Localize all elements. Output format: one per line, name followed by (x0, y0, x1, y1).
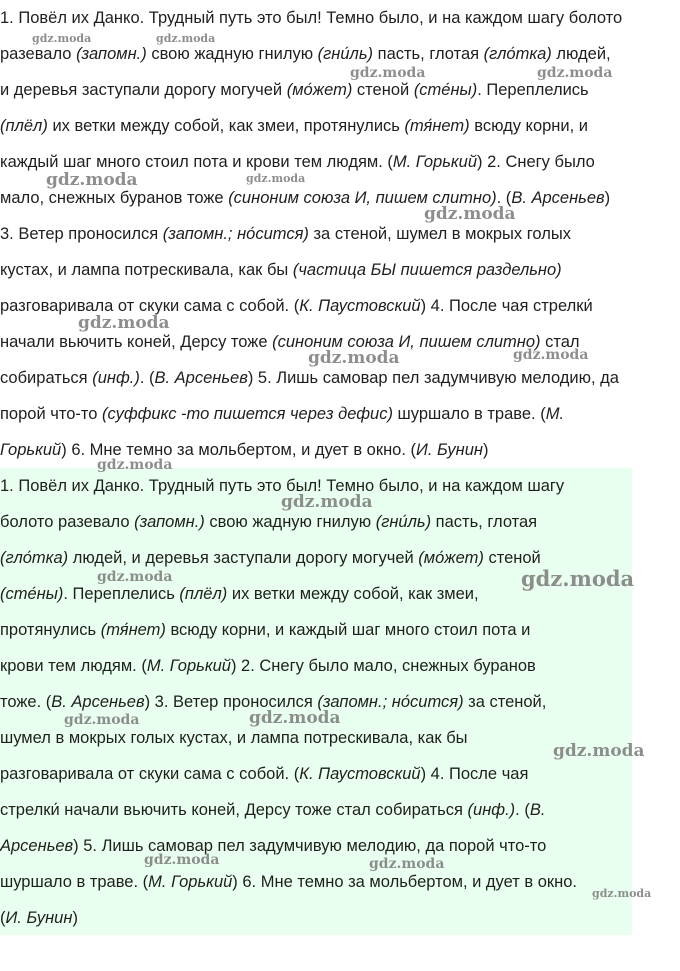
text-line (0, 656, 536, 676)
italic-note: (гни́ль) (375, 513, 432, 531)
text-line (0, 584, 479, 604)
italic-note: (гло́тка) (0, 549, 69, 567)
text-segment: разговаривала от скуки сама с собой. ( (0, 297, 300, 315)
text-segment: стеной (483, 549, 541, 567)
text-segment: кустах, и лампа потрескивала, как бы (0, 261, 293, 279)
italic-note: (плёл) (0, 117, 48, 135)
text-segment: тоже. ( (0, 693, 52, 711)
italic-note: (суффикс -то пишется через дефис) (102, 405, 393, 423)
text-line (0, 368, 619, 388)
italic-note: (запомн.; но́сится) (162, 225, 309, 243)
text-segment: каждый шаг много стоил пота и крови тем людям. ( (0, 153, 393, 171)
text-segment: ( (0, 909, 6, 927)
italic-note: (тя́нет) (100, 621, 166, 639)
italic-note: В. Арсеньев (51, 693, 145, 711)
watermark: gdz.moda (308, 348, 400, 368)
text-segment: шумел в мокрых голых кустах, и лампа потрескивала, как бы (0, 729, 468, 747)
text-line (0, 80, 589, 100)
text-segment: 1. Повёл их Данко. Трудный путь это был! Темно было, и на каждом шагу болото (0, 9, 623, 27)
text-segment: ) 3. Ветер проносился (144, 693, 318, 711)
text-segment: начали вьючить коней, Дерсу тоже (0, 333, 273, 351)
text-segment: ) 5. Лишь самовар пел задумчивую мелодию, да (247, 369, 619, 387)
text-segment: ) 4. После чая стрелки́ (420, 297, 593, 315)
italic-note: (мо́жет) (286, 81, 353, 99)
text-segment: . ( (515, 801, 530, 819)
italic-note: Арсеньев (0, 837, 74, 855)
italic-note: К. Паустовский (299, 297, 421, 315)
text-line (0, 44, 611, 64)
italic-note: В. Арсеньев (511, 189, 605, 207)
italic-note: (синоним союза И, пишем слитно) (228, 189, 497, 207)
italic-note: И. Бунин (5, 909, 73, 927)
italic-note: К. Паустовский (299, 765, 421, 783)
watermark: gdz.moda (97, 569, 173, 585)
text-line (0, 440, 488, 460)
italic-note: (плёл) (179, 585, 228, 603)
italic-note: М. (545, 405, 565, 423)
italic-note: (запомн.) (134, 513, 205, 531)
text-segment: ) 6. Мне темно за мольбертом, и дует в окно. (232, 873, 578, 891)
text-segment: порой что-то (0, 405, 103, 423)
text-line (0, 764, 528, 784)
text-segment: всюду корни, и каждый шаг много стоил пота и (165, 621, 531, 639)
text-line (0, 224, 571, 244)
italic-note: (запомн.; но́сится) (317, 693, 464, 711)
text-segment: свою жадную гнилую (204, 513, 376, 531)
italic-note: (синоним союза И, пишем слитно) (272, 333, 541, 351)
text-segment: людей, и деревья заступали дорогу могучей (68, 549, 419, 567)
text-segment: ) 2. Снегу было мало, снежных буранов (230, 657, 536, 675)
corrected-text-block (0, 468, 635, 935)
text-segment: ) (604, 189, 611, 207)
text-line (0, 872, 577, 892)
text-line (0, 908, 78, 928)
text-line (0, 332, 580, 352)
watermark: gdz.moda (78, 313, 170, 333)
text-segment: шуршало в траве. ( (392, 405, 546, 423)
watermark: gdz.moda (521, 566, 635, 591)
watermark: gdz.moda (144, 852, 220, 868)
watermark: gdz.moda (97, 457, 173, 473)
text-segment: их ветки между собой, как змеи, (227, 585, 479, 603)
italic-note: (мо́жет) (418, 549, 484, 567)
text-segment: стеной (352, 81, 414, 99)
text-segment: болото разевало (0, 513, 135, 531)
italic-note: (запомн.) (76, 45, 147, 63)
text-segment: пасть, глотая (373, 45, 484, 63)
text-segment: протянулись (0, 621, 101, 639)
italic-note: Горький (0, 441, 62, 459)
italic-note: (сте́ны) (0, 585, 64, 603)
italic-note: М. Горький (392, 153, 478, 171)
text-segment: 3. Ветер проносился (0, 225, 163, 243)
italic-note: (гло́тка) (483, 45, 552, 63)
text-segment: их ветки между собой, как змеи, протянулись (47, 117, 405, 135)
italic-note: (инф.) (467, 801, 516, 819)
text-segment: шуршало в траве. ( (0, 873, 149, 891)
watermark: gdz.moda (64, 712, 140, 728)
text-segment: за стеной, (463, 693, 547, 711)
text-segment: ) 2. Снегу было (477, 153, 595, 171)
text-line (0, 116, 588, 136)
text-segment: . Переплелись (63, 585, 180, 603)
text-line (0, 620, 530, 640)
watermark: gdz.moda (369, 856, 445, 872)
italic-note: (тя́нет) (404, 117, 470, 135)
text-segment: . ( (139, 369, 155, 387)
watermark: gdz.moda (592, 887, 652, 900)
text-segment: ) (482, 441, 489, 459)
text-segment: стал (540, 333, 580, 351)
text-line (0, 260, 562, 280)
text-segment: стрелки́ начали вьючить коней, Дерсу тоже стал собираться (0, 801, 468, 819)
watermark: gdz.moda (246, 172, 306, 185)
text-segment: . Переплелись (477, 81, 589, 99)
italic-note: (сте́ны) (413, 81, 478, 99)
watermark: gdz.moda (350, 65, 426, 81)
text-segment: всюду корни, и (469, 117, 589, 135)
italic-note: И. Бунин (416, 441, 483, 459)
text-line (0, 8, 622, 28)
italic-note: (частица БЫ пишется раздельно) (292, 261, 562, 279)
text-segment: свою жадную гнилую (146, 45, 318, 63)
watermark: gdz.moda (156, 32, 216, 45)
watermark: gdz.moda (32, 32, 92, 45)
watermark: gdz.moda (537, 65, 613, 81)
italic-note: (гни́ль) (317, 45, 374, 63)
text-line (0, 152, 595, 172)
text-segment: разговаривала от скуки сама с собой. ( (0, 765, 300, 783)
watermark: gdz.moda (46, 170, 138, 190)
watermark: gdz.moda (281, 492, 373, 512)
text-line (0, 728, 468, 748)
italic-note: В. Арсеньев (154, 369, 248, 387)
text-segment: ) (72, 909, 78, 927)
watermark: gdz.moda (553, 741, 645, 761)
text-segment: ) 4. После чая (420, 765, 529, 783)
text-segment: разевало (0, 45, 77, 63)
italic-note: М. Горький (148, 873, 233, 891)
text-segment: ) 6. Мне темно за мольбертом, и дует в окно. ( (61, 441, 417, 459)
text-segment: людей, (551, 45, 611, 63)
text-line (0, 836, 546, 856)
text-segment: и деревья заступали дорогу могучей (0, 81, 287, 99)
italic-note: В. (529, 801, 546, 819)
text-segment: 1. Повёл их Данко. Трудный путь это был! Темно было, и на каждом шагу (0, 477, 565, 495)
text-line (0, 800, 545, 820)
italic-note: (инф.) (92, 369, 140, 387)
text-segment: пасть, глотая (431, 513, 538, 531)
text-line (0, 512, 537, 532)
italic-note: М. Горький (146, 657, 231, 675)
watermark: gdz.moda (424, 204, 516, 224)
text-segment: ) 5. Лишь самовар пел задумчивую мелодию, да порой что-то (73, 837, 547, 855)
text-segment: за стеной, шумел в мокрых голых (308, 225, 571, 243)
text-segment: собираться (0, 369, 93, 387)
text-line (0, 404, 564, 424)
text-segment: . ( (496, 189, 512, 207)
text-segment: мало, снежных буранов тоже (0, 189, 229, 207)
watermark: gdz.moda (513, 347, 589, 363)
text-segment: крови тем людям. ( (0, 657, 147, 675)
text-line (0, 188, 610, 208)
watermark: gdz.moda (249, 708, 341, 728)
text-line (0, 548, 541, 568)
